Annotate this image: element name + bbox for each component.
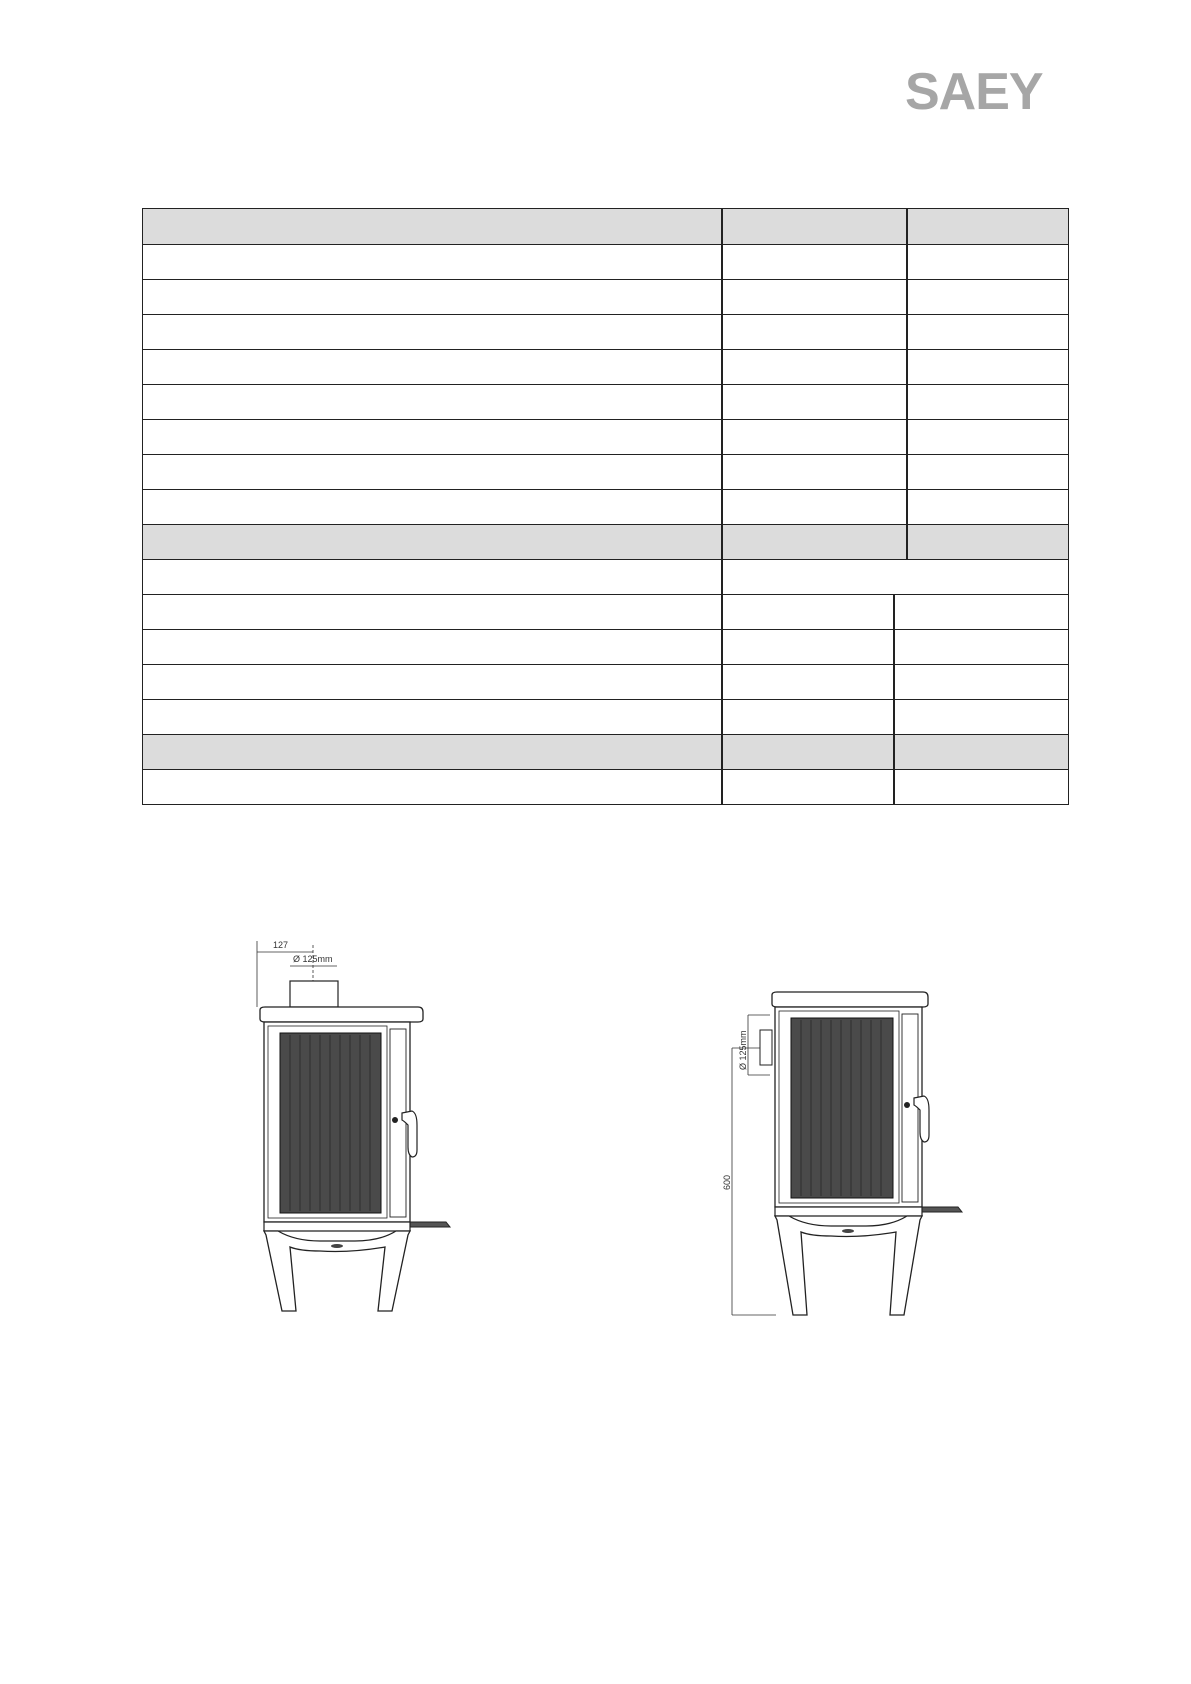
table-cell	[143, 700, 721, 734]
side-dim-height-label: 600	[722, 1174, 732, 1190]
table-row	[143, 594, 1068, 629]
table-row	[143, 524, 1068, 559]
table-row	[143, 209, 1068, 244]
table-row	[143, 349, 1068, 384]
front-dim-flue-label: Ø 125mm	[293, 954, 333, 964]
table-row	[143, 769, 1068, 804]
table-cell	[143, 350, 721, 384]
table-cell	[906, 525, 1068, 559]
table-cell	[721, 700, 893, 734]
table-cell	[721, 525, 906, 559]
table-row	[143, 384, 1068, 419]
table-cell	[906, 245, 1068, 279]
table-cell	[721, 665, 893, 699]
table-cell	[143, 315, 721, 349]
table-row	[143, 559, 1068, 594]
table-cell	[906, 315, 1068, 349]
table-row	[143, 699, 1068, 734]
table-cell	[143, 770, 721, 804]
table-cell	[721, 455, 906, 489]
table-cell	[721, 595, 893, 629]
table-cell	[721, 490, 906, 524]
table-cell	[906, 209, 1068, 244]
table-cell	[906, 490, 1068, 524]
table-cell	[143, 209, 721, 244]
table-cell	[721, 209, 906, 244]
table-cell	[143, 245, 721, 279]
table-cell	[906, 350, 1068, 384]
table-row	[143, 279, 1068, 314]
brand-logo: SAEY	[905, 63, 1043, 121]
front-dim-offset-label: 127	[273, 940, 289, 950]
table-cell	[143, 665, 721, 699]
table-cell	[893, 595, 1068, 629]
table-row	[143, 734, 1068, 769]
stove-front-view-drawing	[240, 935, 460, 1315]
table-cell	[906, 455, 1068, 489]
table-cell	[721, 350, 906, 384]
table-cell	[893, 735, 1068, 769]
table-cell	[143, 280, 721, 314]
side-dim-flue-label: Ø 125mm	[738, 1030, 748, 1070]
table-row	[143, 419, 1068, 454]
table-cell	[906, 420, 1068, 454]
table-cell	[143, 385, 721, 419]
table-cell	[143, 595, 721, 629]
table-cell	[721, 280, 906, 314]
table-cell	[906, 385, 1068, 419]
table-cell	[721, 560, 1068, 594]
table-cell	[143, 630, 721, 664]
table-row	[143, 314, 1068, 349]
table-row	[143, 489, 1068, 524]
table-cell	[721, 245, 906, 279]
table-cell	[721, 385, 906, 419]
table-cell	[143, 455, 721, 489]
table-cell	[143, 490, 721, 524]
table-cell	[143, 560, 721, 594]
table-cell	[893, 700, 1068, 734]
table-row	[143, 664, 1068, 699]
table-cell	[721, 735, 893, 769]
table-cell	[143, 525, 721, 559]
table-cell	[893, 665, 1068, 699]
table-cell	[143, 420, 721, 454]
table-cell	[721, 420, 906, 454]
table-cell	[721, 770, 893, 804]
stove-side-view-drawing	[720, 990, 970, 1320]
table-row	[143, 244, 1068, 279]
table-cell	[143, 735, 721, 769]
table-cell	[721, 315, 906, 349]
table-cell	[893, 630, 1068, 664]
table-cell	[721, 630, 893, 664]
table-row	[143, 454, 1068, 489]
table-cell	[893, 770, 1068, 804]
table-cell	[906, 280, 1068, 314]
specifications-table	[142, 208, 1069, 805]
table-row	[143, 629, 1068, 664]
